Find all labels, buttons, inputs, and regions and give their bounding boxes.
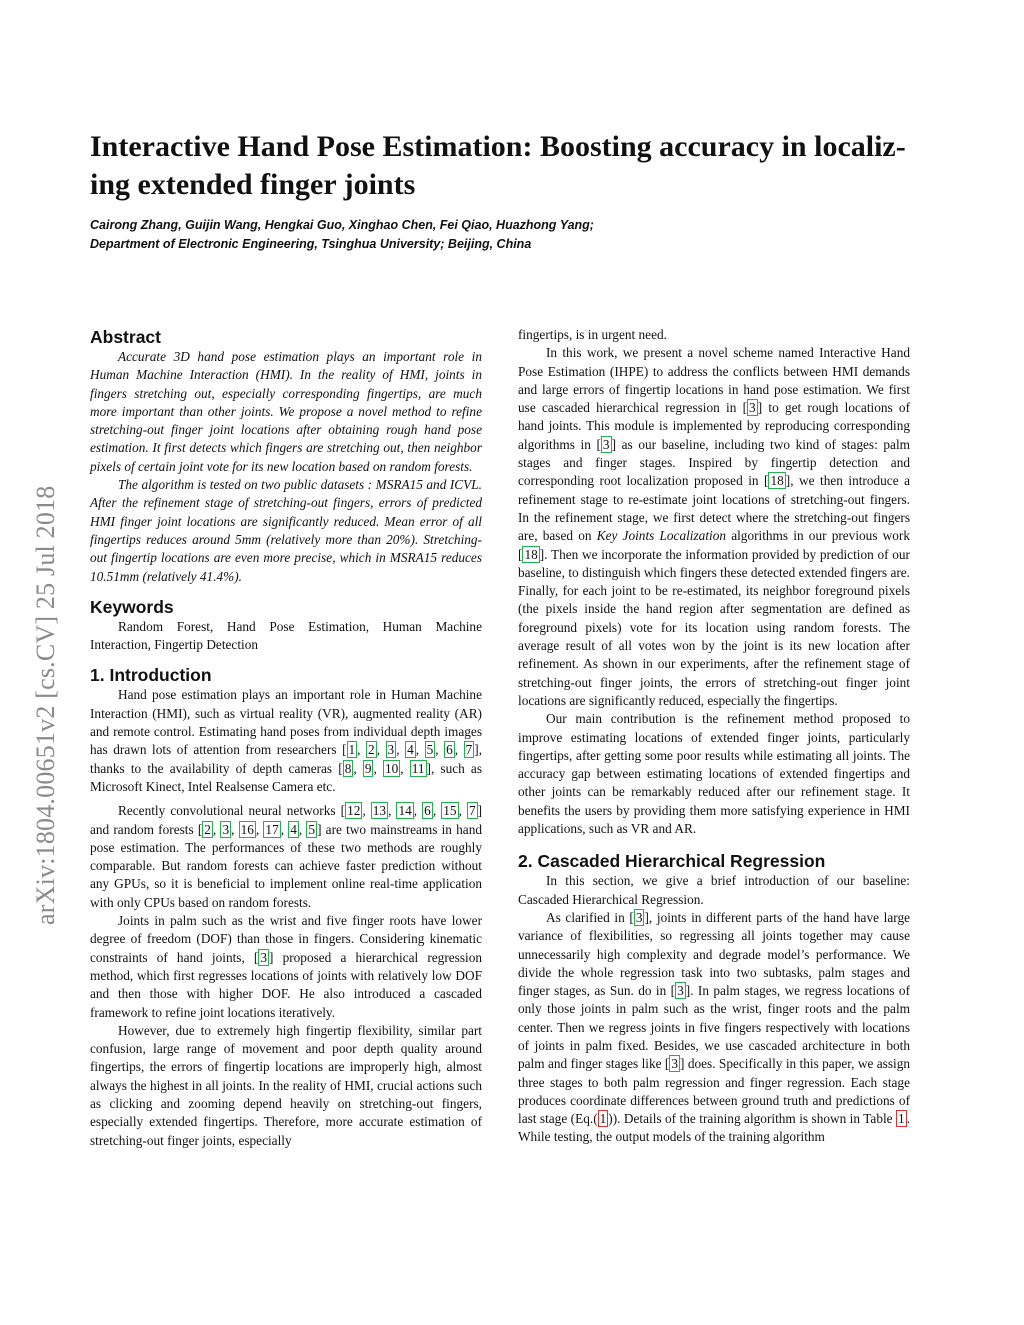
intro-paragraph-1: Hand pose estimation plays an important role in Human Machine Interaction (HMI), such as virtual reality (VR), augmented reality (AR) and remote control. Estimating hand poses from individual depth images has drawn lots of attention from researchers [ 1 , 2 , 3 , 4 , 5 , 6 , 7 ], thanks to the availability of depth cameras [ 8 , 9 , 10 , 11 ], such as Microsoft Kinect, Intel Realsense Camera etc. <box>90 687 483 794</box>
citation-link[interactable]: 9 <box>364 760 372 776</box>
citation-link[interactable]: 3 <box>222 821 230 837</box>
citation-link[interactable]: 11 <box>411 760 425 776</box>
citation-link[interactable]: 2 <box>204 821 211 837</box>
intro-paragraph-5: In this work, we present a novel scheme named Interactive Hand Pose Estimation (IHPE) to address the conflicts between HMI demands and large errors of fingertip locations in hand pose estimation. We first use cascaded hierarchical regression in [ 3 ] to get rough locations of hand joints. This module is implemented by reproducing corresponding algorithms in [ 3 ] as our baseline, including two kind of stages: palm stages and finger stages. Inspired by fingertip detection and corresponding root localization proposed in [ 18 ], we then introduce a refinement stage to re-estimate joint locations of stretching-out fingers. In the refinement stage, we first detect where the stretching-out fingers are, based on Key Joints Localization algorithms in our previous work [ 18 ]. Then we incorporate the information provided by prediction of our baseline, to distinguish which fingers these detected extended fingers are. Finally, for each joint to be re-estimated, its neighbor foreground pixels (the pixels inside the hand region after segmentation are defined as foreground pixels) vote for its location using random forests. The average result of all votes won by the joint is its new location after refinement. As shown in our experiments, after the refinement stage of stretching-out finger joints, the errors of stretching-out finger joint locations are significantly reduced, especially the fingertips. <box>518 345 911 708</box>
citation-link[interactable]: 17 <box>265 821 279 837</box>
citation-link[interactable]: 6 <box>424 803 431 819</box>
cascaded-regression-section <box>518 850 910 1146</box>
citation-link[interactable]: 3 <box>749 400 756 416</box>
citation-link[interactable]: 3 <box>671 1056 679 1072</box>
affiliation: Department of Electronic Engineering, Tsinghua University; Beijing, China <box>90 237 532 251</box>
citation-link[interactable]: 14 <box>398 803 412 819</box>
citation-group: 12 , 13 , 14 , 6 , 15 , 7 <box>347 803 476 819</box>
abstract-paragraph-1: Accurate 3D hand pose estimation plays an important role in Human Machine Interaction (HMI). In the reality of HMI, joints in fingers stretching out, especially corresponding fingertips, are much more important than other joints. We propose a novel method to refine stretching-out finger joint locations after obtaining rough hand pose estimation. It first detects which fingers are stretching out, then neighbor pixels of certain joint vote for its new location based on random forests. <box>90 349 482 474</box>
citation-link[interactable]: 8 <box>344 760 352 776</box>
author-block <box>90 216 930 254</box>
intro-paragraph-3: Joints in palm such as the wrist and five finger roots have lower degree of freedom (DOF) than those in fingers. Considering kinematic constraints of hand joints, [ 3 ] proposed a hierarchical regression method, which first regresses locations of joints with relatively low DOF and then those with higher DOF. He also introduced a cascaded framework to refine joint locations iteratively. <box>90 913 482 1020</box>
citation-link[interactable]: 3 <box>260 949 268 965</box>
citation-group: 1 , 2 , 3 , 4 , 5 , 6 , 7 <box>348 742 473 758</box>
citation-link[interactable]: 15 <box>443 803 457 819</box>
intro-paragraph-2: Recently convolutional neural networks [ 12 , 13 , 14 , 6 , 15 , 7 ] and random forests [ 2 , 3 , 16 , 17 , 4 , 5 ] are two mainstreams in hand pose estimation. The performances of these two methods are roughly comparable. But random forests can achieve faster prediction without any GPUs, so it is beneficial to implement online real-time application with only CPUs based on random forests. <box>90 803 483 910</box>
citation-link[interactable]: 6 <box>446 742 453 758</box>
paper-title: Interactive Hand Pose Estimation: Boosting accuracy in localiz-ing extended finger joints <box>90 130 906 201</box>
citation-link[interactable]: 16 <box>240 821 254 837</box>
section-2-heading: 2. Cascaded Hierarchical Regression <box>518 851 826 872</box>
introduction-heading: 1. Introduction <box>90 665 212 686</box>
citation-link[interactable]: 2 <box>368 742 375 758</box>
equation-link[interactable]: 1 <box>599 1111 607 1127</box>
keywords-text: Random Forest, Hand Pose Estimation, Human Machine Interaction, Fingertip Detection <box>90 618 482 653</box>
citation-group: 2 , 3 , 16 , 17 , 4 , 5 <box>204 821 316 837</box>
citation-link[interactable]: 5 <box>308 821 316 837</box>
left-column <box>90 326 482 1150</box>
citation-link[interactable]: 3 <box>602 436 610 452</box>
citation-link[interactable]: 3 <box>387 742 395 758</box>
introduction-section <box>90 664 482 1149</box>
section-2-paragraph-2: As clarified in [ 3 ], joints in different parts of the hand have large variance of flexibilities, so regressing all joints together may cause unnecessarily high complexity and degrade model’s performance. We divide the whole regression task into two subtasks, palm stages and finger stages, as Sun. do in [ 3 ]. In palm stages, we regress locations of only those joints in palm such as the wrist, finger roots and the palm center. Then we regress joints in five fingers respectively with locations of joints in palm fixed. Besides, we use cascaded architecture in both palm and finger stages like [ 3 ] does. Specifically in this paper, we assign three stages to both palm regression and finger regression. Each stage produces coordinate differences between ground truth and predictions of last stage (Eq.( 1 )). Details of the training algorithm is shown in Table 1 . While testing, the output models of the training algorithm <box>518 909 911 1145</box>
citation-link[interactable]: 12 <box>347 803 361 819</box>
author-list: Cairong Zhang, Guijin Wang, Hengkai Guo, Xinghao Chen, Fei Qiao, Huazhong Yang; <box>90 218 594 232</box>
citation-link[interactable]: 5 <box>426 742 434 758</box>
abstract-paragraph-2: The algorithm is tested on two public datasets : MSRA15 and ICVL. After the refinement stage of stretching-out fingers, errors of predicted HMI finger joint locations are significantly reduced. Mean error of all fingertips reduces around 5mm (relatively more than 20%). Stretching-out fingertip locations are even more precise, which in MSRA15 reduces 10.51mm (relatively 41.4%). <box>90 477 482 584</box>
citation-link[interactable]: 18 <box>524 546 538 562</box>
table-link[interactable]: 1 <box>898 1111 905 1127</box>
keywords-section <box>90 596 482 655</box>
abstract-heading: Abstract <box>90 327 161 347</box>
citation-link[interactable]: 13 <box>372 803 387 819</box>
citation-link[interactable]: 3 <box>677 983 684 999</box>
citation-link[interactable]: 4 <box>407 742 414 758</box>
right-column <box>518 326 910 1147</box>
citation-link[interactable]: 10 <box>384 760 399 776</box>
citation-link[interactable]: 1 <box>348 742 356 758</box>
intro-paragraph-4: However, due to extremely high fingertip flexibility, similar part confusion, large range of movement and poor depth quality around fingertips, the errors of fingertip locations are improperly high, almost always the highest in all joints. In the reality of HMI, crucial actions such as clicking and zooming depend heavily on stretching-out fingers, especially extended fingertips. Therefore, more accurate estimation of stretching-out finger joints, especially <box>90 1022 482 1148</box>
arxiv-stamp: arXiv:1804.00651v2 [cs.CV] 25 Jul 2018 <box>31 485 60 925</box>
keywords-heading: Keywords <box>90 596 174 617</box>
section-2-paragraph-1: In this section, we give a brief introduction of our baseline: Cascaded Hierarchical Regression. <box>518 873 910 907</box>
citation-group: 8 , 9 , 10 , 11 <box>344 760 425 776</box>
citation-link[interactable]: 7 <box>468 803 476 819</box>
citation-link[interactable]: 18 <box>770 473 784 489</box>
abstract-section <box>90 326 482 586</box>
intro-paragraph-6: Our main contribution is the refinement method proposed to improve estimating locations of extended finger joints, particularly fingertips, after getting some poor results while estimating all joints. The accuracy gap between estimating locations of extended fingertips and other joints can be remarkably reduced after our refinement stage. It benefits the users by providing them more satisfying experience in HMI applications, such as VR and AR. <box>518 711 910 837</box>
citation-link[interactable]: 7 <box>465 742 473 758</box>
citation-link[interactable]: 4 <box>290 821 297 837</box>
intro-continuation: fingertips, is in urgent need. <box>518 327 667 342</box>
citation-link[interactable]: 3 <box>635 909 643 925</box>
